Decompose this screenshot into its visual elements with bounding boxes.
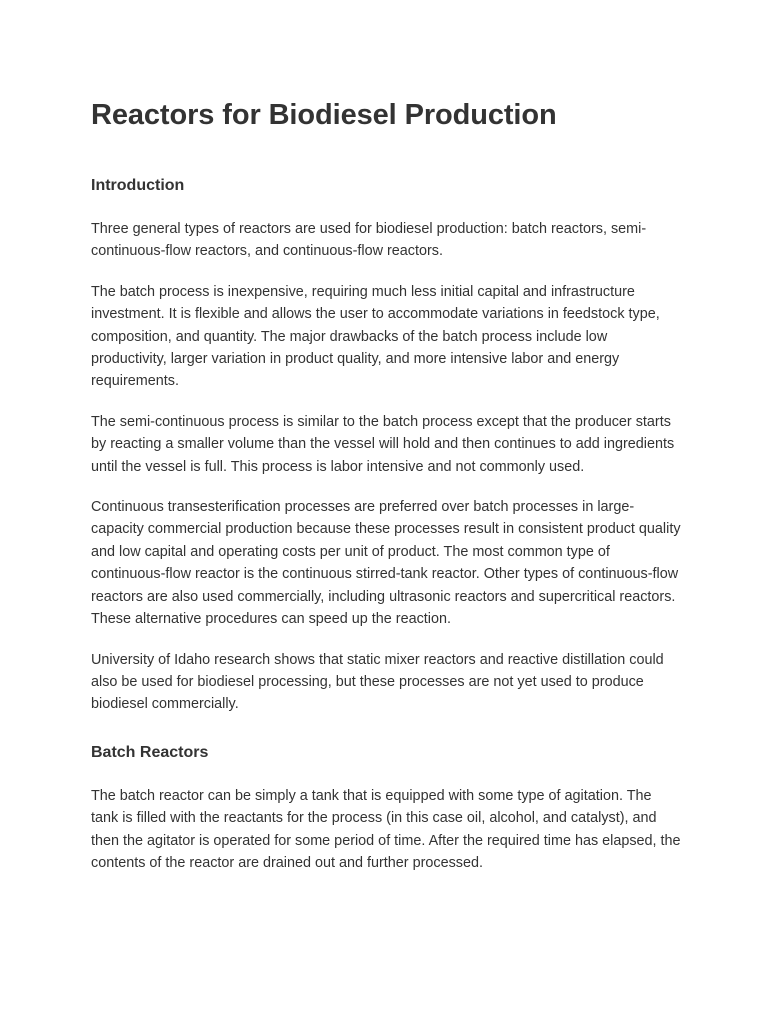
document-title: Reactors for Biodiesel Production (91, 99, 557, 131)
paragraph-semi-continuous-process: The semi-continuous process is similar to the batch process except that the producer starts by reacting a smaller volume than the vessel will hold and then continues to add ingredients until the vessel is full. This process is labor intensive and not commonly used. (91, 413, 675, 475)
paragraph-idaho-research: University of Idaho research shows that static mixer reactors and reactive distillation could also be used for biodiesel processing, but these processes are not yet used to produce biodiesel commercially. (91, 651, 664, 713)
section-heading-introduction: Introduction (91, 177, 185, 194)
paragraph-batch-reactor-description: The batch reactor can be simply a tank that is equipped with some type of agitation. The tank is filled with the reactants for the process (in this case oil, alcohol, and catalyst), and then the agitator is operated for some period of time. After the required time has elapsed, the contents of the reactor are drained out and further processed. (91, 787, 681, 871)
section-heading-batch-reactors: Batch Reactors (91, 743, 209, 761)
section-introduction (91, 175, 681, 716)
paragraph-batch-process: The batch process is inexpensive, requiring much less initial capital and infrastructure investment. It is flexible and allows the user to accommodate variations in feedstock type, composition, and quantity. The major drawbacks of the batch process include low productivity, larger variation in product quality, and more intensive labor and energy requirements. (91, 283, 660, 390)
paragraph-reactor-types: Three general types of reactors are used for biodiesel production: batch reactors, semi-continuous-flow reactors, and continuous-flow reactors. (91, 221, 647, 260)
document-page (91, 96, 681, 874)
section-batch-reactors (91, 742, 681, 875)
paragraph-continuous-process: Continuous transesterification processes are preferred over batch processes in large-capacity commercial production because these processes result in consistent product quality and low capital and operating costs per unit of product. The most common type of continuous-flow reactor is the continuous stirred-tank reactor. Other types of continuous-flow reactors are also used commercially, including ultrasonic reactors and supercritical reactors. These alternative procedures can speed up the reaction. (91, 499, 681, 628)
